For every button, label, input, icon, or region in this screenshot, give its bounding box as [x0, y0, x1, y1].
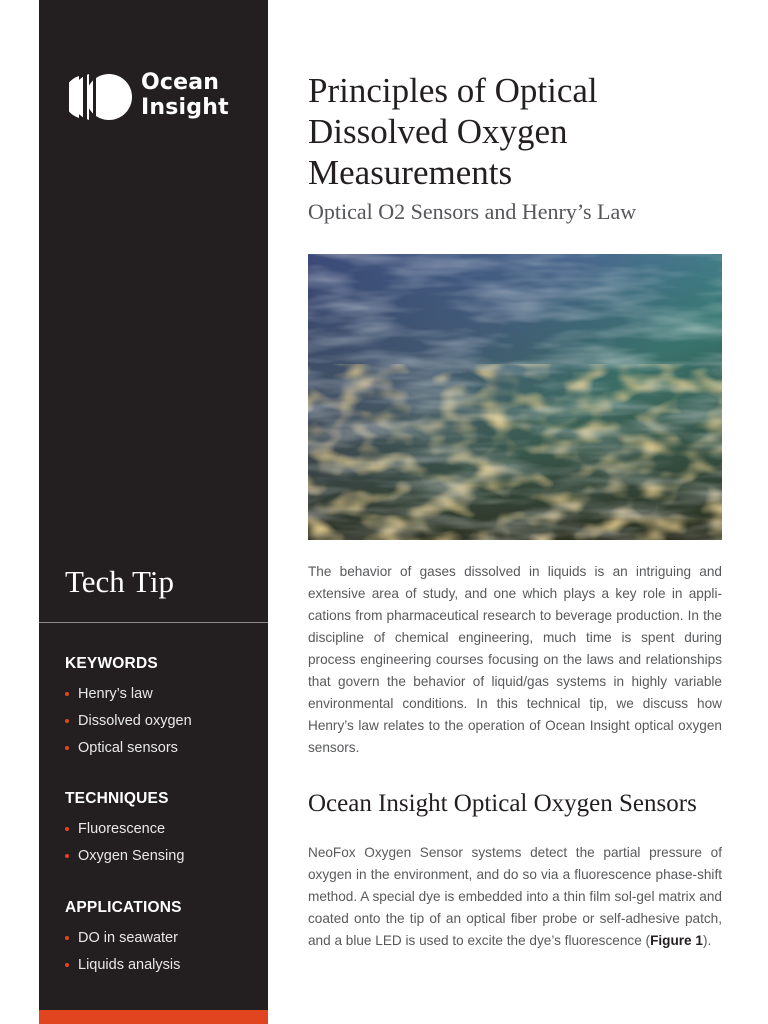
title-line: Principles of Optical — [308, 71, 598, 110]
figure-reference: Figure 1 — [650, 933, 703, 948]
list-item-label: Fluorescence — [78, 821, 166, 837]
list-item — [65, 925, 265, 952]
list-item — [65, 708, 265, 735]
section-text: NeoFox Oxygen Sensor systems detect the partial pressure of oxygen in the environment, and do so via a fluorescence phase-shift method. A special dye is embedded into a thin film sol-gel matrix and coated onto the tip of an optical fiber probe or self-adhesive patch, and a blue LED is used to excite the dye’s fluorescence ( — [308, 845, 722, 948]
list-item-label: DO in seawater — [78, 930, 178, 946]
list-item — [65, 735, 265, 762]
bullet-icon — [65, 692, 69, 696]
brand-name-line1: Ocean — [141, 70, 220, 95]
intro-paragraph: The behavior of gases dissolved in liquids is an intriguing and extensive area of study, and one which plays a key role in appli-cations from pharmaceutical research to beverage production. In the discipline of chemical engineering, much time is spent during process engineering courses focusing on the laws and relationships that govern the behavior of liquid/gas systems in highly variable environmental conditions. In this technical tip, we discuss how Henry’s law relates to the operation of Ocean Insight optical oxygen sensors. — [308, 564, 722, 755]
bullet-icon — [65, 936, 69, 940]
title-line: Dissolved Oxygen — [308, 112, 568, 151]
keywords-heading: KEYWORDS — [65, 655, 158, 672]
techniques-section — [65, 789, 265, 870]
applications-heading: APPLICATIONS — [65, 899, 182, 916]
brand-logo — [69, 70, 244, 126]
list-item — [65, 952, 265, 979]
techniques-heading: TECHNIQUES — [65, 790, 169, 807]
applications-list — [65, 925, 265, 979]
techniques-list — [65, 816, 265, 870]
bullet-icon — [65, 746, 69, 750]
bullet-icon — [65, 827, 69, 831]
list-item — [65, 681, 265, 708]
keywords-list — [65, 681, 265, 762]
list-item-label: Dissolved oxygen — [78, 713, 192, 729]
water-surface-photo — [308, 254, 722, 540]
keywords-section — [65, 654, 265, 762]
list-item-label: Optical sensors — [78, 740, 178, 756]
section-heading: Ocean Insight Optical Oxygen Sensors — [308, 790, 697, 817]
list-item-label: Oxygen Sensing — [78, 848, 185, 864]
list-item-label: Henry’s law — [78, 686, 153, 702]
brand-name — [141, 70, 229, 120]
sidebar — [39, 0, 268, 1024]
section-text-end: ). — [702, 933, 712, 948]
applications-section — [65, 898, 265, 979]
page-title — [308, 70, 728, 193]
water-surface-image — [308, 254, 722, 540]
ocean-insight-logo-icon — [69, 72, 133, 122]
title-line: Measurements — [308, 153, 513, 192]
list-item-label: Liquids analysis — [78, 957, 181, 973]
doc-type-label: Tech Tip — [65, 564, 174, 599]
sidebar-divider — [39, 622, 268, 623]
bullet-icon — [65, 719, 69, 723]
list-item — [65, 843, 265, 870]
bullet-icon — [65, 963, 69, 967]
bullet-icon — [65, 854, 69, 858]
page-subtitle: Optical O2 Sensors and Henry’s Law — [308, 199, 637, 224]
brand-name-line2: Insight — [141, 95, 229, 120]
list-item — [65, 816, 265, 843]
sidebar-accent-bar — [39, 1010, 268, 1024]
section-paragraph — [308, 842, 722, 952]
